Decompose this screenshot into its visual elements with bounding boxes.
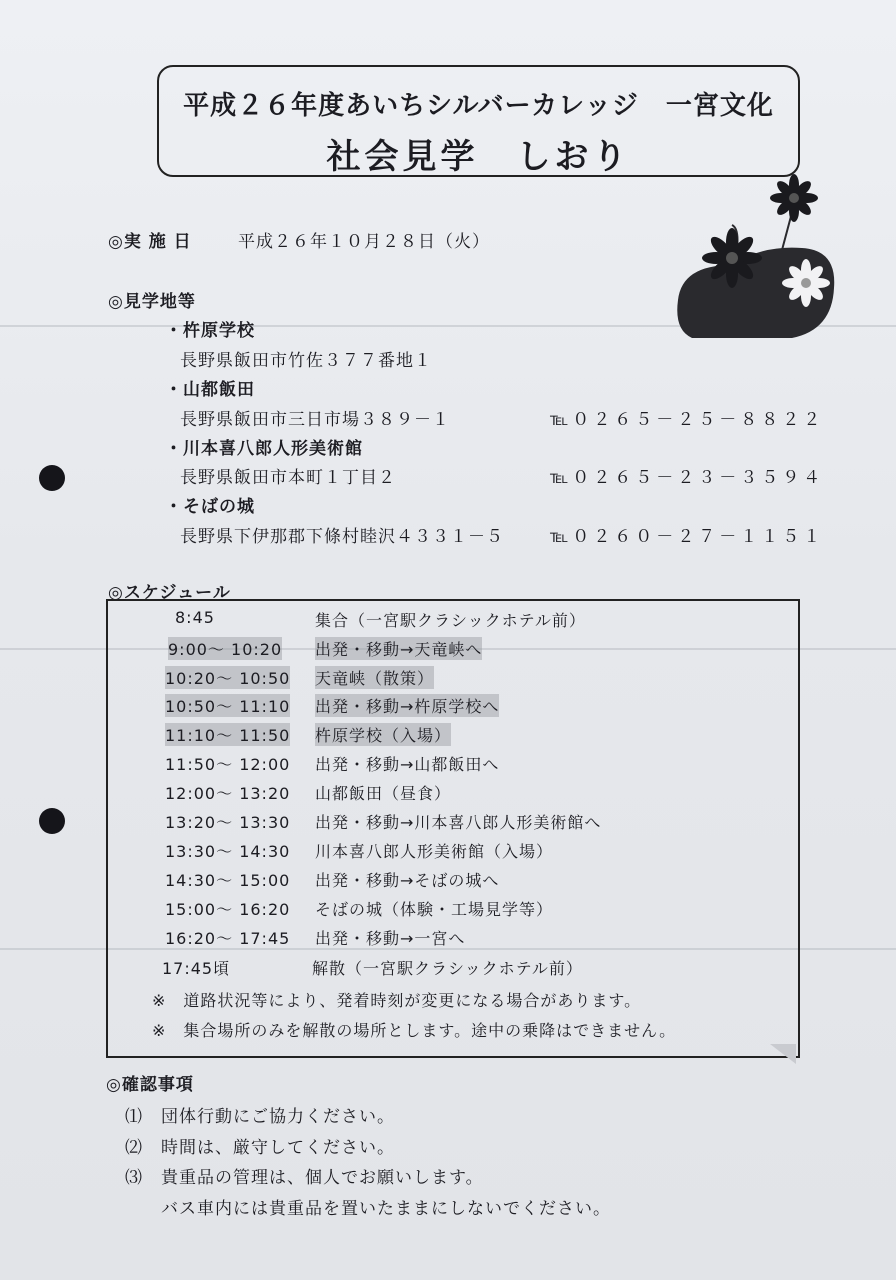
date-value: 平成２６年１０月２８日（火） [238, 232, 490, 252]
schedule-time: 14:30～ 15:00 [165, 871, 291, 890]
schedule-activity: 出発・移動→杵原学校へ [315, 694, 499, 717]
confirm-item: ⑵ 時間は、厳守してください。 [125, 1138, 395, 1158]
schedule-activity: 解散（一宮駅クラシックホテル前） [312, 959, 583, 978]
site-tel: ℡０２６５－２５－８８２２ [550, 410, 825, 430]
punch-hole [39, 808, 65, 834]
site-address: 長野県飯田市本町１丁目２ [180, 468, 396, 488]
schedule-activity: 出発・移動→そばの城へ [315, 871, 500, 890]
schedule-time: 12:00～ 13:20 [165, 784, 291, 803]
schedule-activity: 川本喜八郎人形美術館（入場） [315, 842, 554, 861]
schedule-time: 13:20～ 13:30 [165, 813, 291, 832]
schedule-activity: 山都飯田（昼食） [315, 784, 452, 803]
schedule-activity: 出発・移動→山都飯田へ [315, 755, 500, 774]
confirm-item: ⑴ 団体行動にご協力ください。 [125, 1107, 395, 1127]
sites-heading: ◎見学地等 [108, 292, 196, 312]
date-label: ◎実 施 日 [108, 232, 192, 252]
title-line2: 社会見学 しおり [326, 137, 631, 177]
site-address: 長野県飯田市竹佐３７７番地１ [180, 351, 432, 371]
schedule-note: ※ 道路状況等により、発着時刻が変更になる場合があります。 [152, 991, 642, 1010]
schedule-time: 13:30～ 14:30 [165, 842, 291, 861]
schedule-time: 15:00～ 16:20 [165, 900, 291, 919]
title-line1: 平成２６年度あいちシルバーカレッジ 一宮文化 [183, 91, 774, 121]
site-tel: ℡０２６０－２７－１１５１ [550, 527, 825, 547]
schedule-time: 10:50～ 11:10 [165, 694, 290, 717]
punch-hole [39, 465, 65, 491]
schedule-time: 11:50～ 12:00 [165, 755, 291, 774]
schedule-time: 8:45 [175, 608, 215, 627]
schedule-activity: 出発・移動→一宮へ [315, 929, 466, 948]
schedule-time: 11:10～ 11:50 [165, 723, 290, 746]
schedule-time: 16:20～ 17:45 [165, 929, 291, 948]
cosmos-flowers-illustration [672, 170, 842, 345]
schedule-time: 10:20～ 10:50 [165, 666, 290, 689]
site-name: ・川本喜八郎人形美術館 [165, 439, 363, 459]
schedule-time: 9:00～ 10:20 [168, 637, 282, 660]
schedule-time: 17:45頃 [162, 959, 231, 978]
schedule-activity: 杵原学校（入場） [315, 723, 451, 746]
schedule-activity: そばの城（体験・工場見学等） [315, 900, 554, 919]
confirm-item: バス車内には貴重品を置いたままにしないでください。 [125, 1199, 611, 1219]
schedule-activity: 天竜峡（散策） [315, 666, 434, 689]
site-name: ・杵原学校 [165, 321, 255, 341]
site-tel: ℡０２６５－２３－３５９４ [550, 468, 825, 488]
schedule-activity: 集合（一宮駅クラシックホテル前） [315, 611, 586, 630]
site-address: 長野県飯田市三日市場３８９－１ [180, 410, 450, 430]
confirm-heading: ◎確認事項 [106, 1075, 194, 1095]
schedule-activity: 出発・移動→天竜峡へ [315, 637, 482, 660]
schedule-heading: ◎スケジュール [108, 583, 231, 603]
schedule-note: ※ 集合場所のみを解散の場所とします。途中の乗降はできません。 [152, 1021, 677, 1040]
site-name: ・山都飯田 [165, 380, 255, 400]
confirm-item: ⑶ 貴重品の管理は、個人でお願いします。 [125, 1168, 484, 1188]
site-name: ・そばの城 [165, 497, 255, 517]
title-box [157, 65, 800, 177]
page-curl [770, 1044, 796, 1064]
site-address: 長野県下伊那郡下條村睦沢４３３１－５ [180, 527, 504, 547]
schedule-activity: 出発・移動→川本喜八郎人形美術館へ [315, 813, 602, 832]
